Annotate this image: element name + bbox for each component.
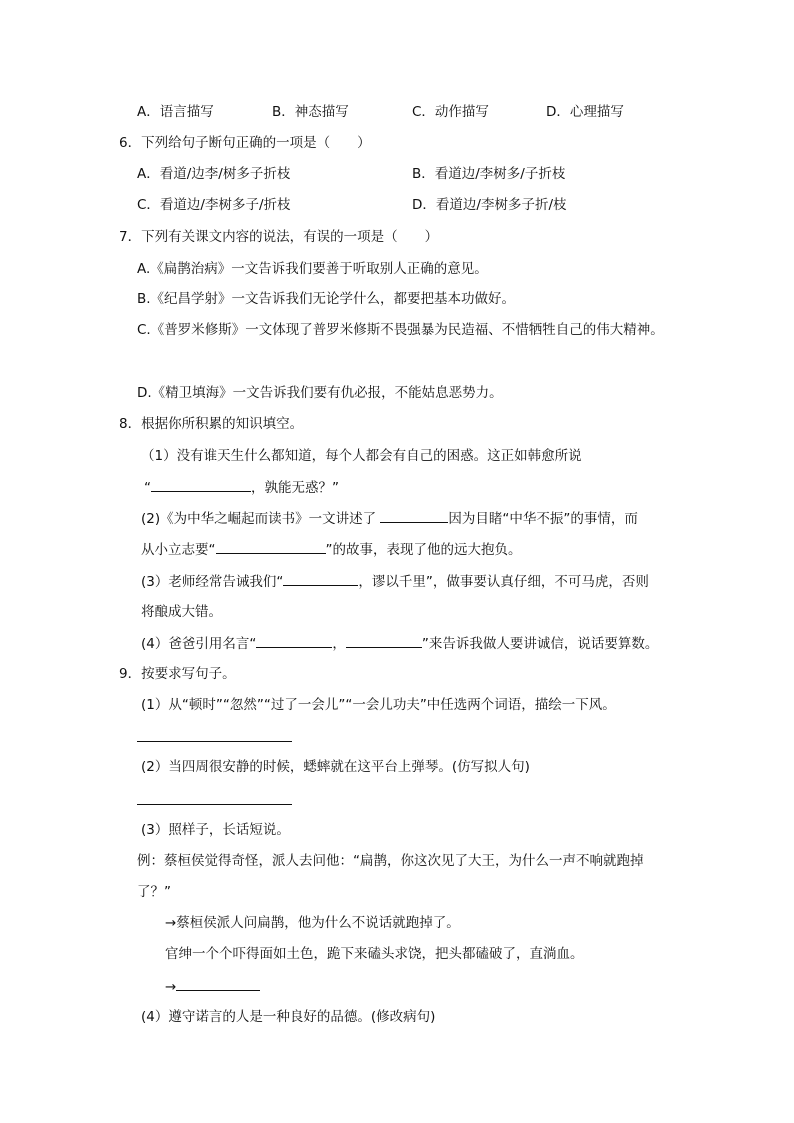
q8-sub3-line1 (141, 571, 649, 592)
q6-option-c: C．看道边/李树多子/折枝 (137, 197, 291, 213)
q8-sub4-post: ”来告诉我做人要讲诚信，说话要算数。 (421, 636, 659, 652)
q9-sub2-answer-line[interactable] (137, 804, 292, 805)
q6-option-d: D．看道边/李树多子折/枝 (412, 197, 567, 213)
q8-sub2-post: 因为目睹“中华不振”的事情，而 (448, 511, 638, 527)
q9-sub3: (3）照样子，长话短说。 (141, 822, 290, 838)
q8-sub2-line2 (141, 539, 522, 560)
q8-sub2-line2-post: ”的故事，表现了他的远大抱负。 (325, 542, 522, 558)
q6-stem: 6．下列给句子断句正确的一项是（ ） (119, 135, 371, 151)
q5-option-b: B．神态描写 (272, 104, 349, 120)
q5-option-c: C．动作描写 (412, 104, 489, 120)
q7-option-c: C.《普罗米修斯》一文体现了普罗米修斯不畏强暴为民造福、不惜牺牲自己的伟大精神。 (137, 322, 664, 338)
q8-sub4-blank1[interactable] (256, 633, 332, 648)
q7-option-b: B.《纪昌学射》一文告诉我们无论学什么，都要把基本功做好。 (137, 291, 516, 307)
q8-sub3-line2: 将酿成大错。 (141, 604, 222, 620)
q9-example-line2: 了？” (137, 884, 171, 900)
q9-example-answer: →蔡桓侯派人问扁鹊，他为什么不说话就跑掉了。 (165, 915, 460, 931)
q6-option-b: B．看道边/李树多/子折枝 (412, 166, 566, 182)
q9-stem: 9．按要求写句子。 (119, 666, 236, 682)
q9-exercise: 官绅一个个吓得面如土色，跪下来磕头求饶，把头都磕破了，直淌血。 (165, 946, 584, 962)
q9-sub2: (2）当四周很安静的时候，蟋蟀就在这平台上弹琴。(仿写拟人句) (141, 759, 530, 775)
q8-sub2-line2-pre: 从小立志要“ (141, 542, 216, 558)
q8-sub4-pre: (4）爸爸引用名言“ (141, 636, 257, 652)
q8-sub1-open-quote: “ (144, 480, 151, 496)
q8-sub3-pre: (3）老师经常告诫我们“ (141, 574, 284, 590)
q9-sub4: (4）遵守诺言的人是一种良好的品德。(修改病句) (141, 1009, 436, 1025)
q9-sub1: (1）从“顿时”“忽然”“过了一会儿”“一会儿功夫”中任选两个词语，描绘一下风。 (141, 697, 616, 713)
q8-sub2-blank1[interactable] (380, 508, 448, 523)
q8-sub4-mid: ， (332, 636, 346, 652)
q8-sub3-blank[interactable] (283, 571, 358, 586)
q5-option-d: D．心理描写 (546, 104, 624, 120)
q8-sub2-line1 (141, 508, 638, 529)
q7-option-a: A.《扁鹊治病》一文告诉我们要善于听取别人正确的意见。 (137, 261, 488, 277)
q9-sub1-answer-line[interactable] (137, 741, 292, 742)
q9-exercise-blank[interactable] (176, 976, 260, 991)
q8-sub4 (141, 633, 658, 654)
q8-stem: 8．根据你所积累的知识填空。 (119, 416, 304, 432)
q8-sub2-blank2[interactable] (216, 539, 326, 554)
q5-option-a: A．语言描写 (137, 104, 214, 120)
arrow-icon: → (165, 979, 177, 995)
q8-sub1-blank[interactable] (151, 477, 251, 492)
q9-exercise-answer (165, 976, 260, 997)
q8-sub1-line1: （1）没有谁天生什么都知道，每个人都会有自己的困惑。这正如韩愈所说 (141, 448, 582, 464)
q8-sub2-pre: (2)《为中华之崛起而读书》一文讲述了 (141, 511, 377, 527)
q7-option-d: D.《精卫填海》一文告诉我们要有仇必报，不能姑息恶势力。 (137, 385, 503, 401)
q8-sub3-post: ，谬以千里”，做事要认真仔细，不可马虎，否则 (358, 574, 649, 590)
q6-option-a: A．看道/边李/树多子折枝 (137, 166, 291, 182)
q9-example-line1: 例：蔡桓侯觉得奇怪，派人去问他：“扁鹊，你这次见了大王，为什么一声不响就跑掉 (137, 853, 644, 869)
q7-stem: 7．下列有关课文内容的说法，有误的一项是（ ） (119, 229, 439, 245)
q8-sub1-close: ，孰能无惑？” (251, 480, 339, 496)
q8-sub4-blank2[interactable] (346, 633, 422, 648)
q8-sub1-line2 (144, 477, 339, 498)
